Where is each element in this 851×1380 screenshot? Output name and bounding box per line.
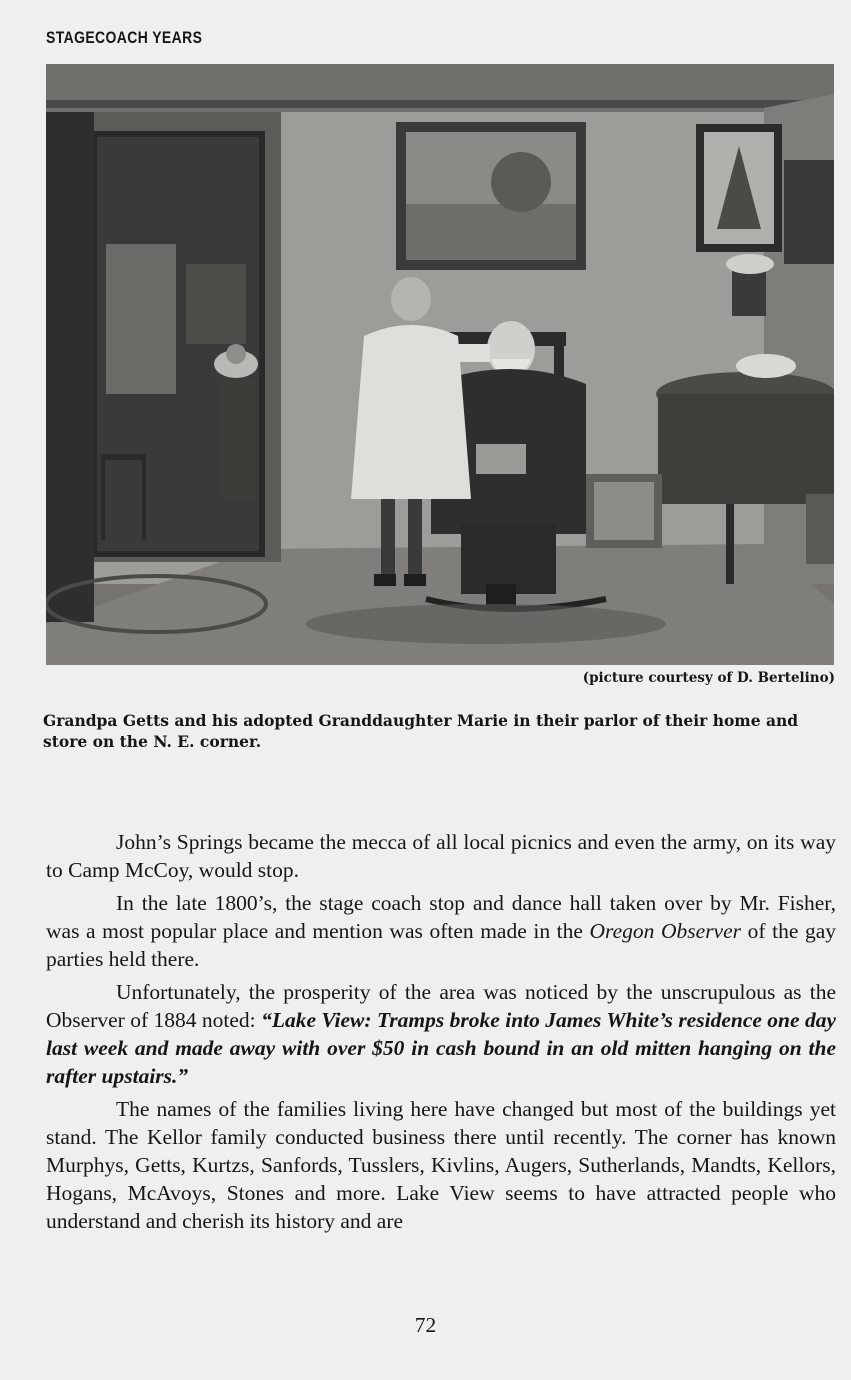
body-text — [46, 828, 836, 1240]
newspaper-title: Oregon Observer — [589, 919, 742, 943]
page-number: 72 — [414, 1313, 437, 1337]
paragraph-2 — [46, 889, 836, 973]
paragraph-4: The names of the families living here have changed but most of the buildings yet stand. The Kellor family conducted business there until recently. The corner has known Murphys, Getts, Kurtzs, Sanfords, Tusslers, Kivlins, Augers, Sutherlands, Mandts, Kellors, Hogans, McAvoys, Stones and more. Lake View seems to have attracted people who understand and cherish its history and are — [46, 1097, 836, 1233]
parlor-photograph — [46, 64, 834, 665]
paragraph-2-text-a: In the late 1800’s, the stage coach stop and dance hall taken over by Mr. Fisher, was a most popular place and mention was often made in the — [46, 891, 836, 943]
paragraph-3 — [46, 978, 836, 1090]
running-head: STAGECOACH YEARS — [46, 28, 203, 47]
paragraph-1: John’s Springs became the mecca of all local picnics and even the army, on its way to Camp McCoy, would stop. — [46, 830, 836, 882]
photo-caption: Grandpa Getts and his adopted Granddaughter Marie in their parlor of their home and store on the N. E. corner. — [43, 711, 799, 751]
paragraph-2-text-b: of the gay parties held there. — [46, 919, 836, 971]
paragraph-3-text: Unfortunately, the prosperity of the area was noticed by the unscrupulous as the Observer of 1884 noted: — [46, 980, 836, 1032]
newspaper-quote: “Lake View: Tramps broke into James White’s residence one day last week and made away with over $50 in cash bound in an old mitten hanging on the rafter upstairs.” — [46, 1008, 836, 1088]
photo-credit: (picture courtesy of D. Bertelino) — [582, 670, 835, 686]
